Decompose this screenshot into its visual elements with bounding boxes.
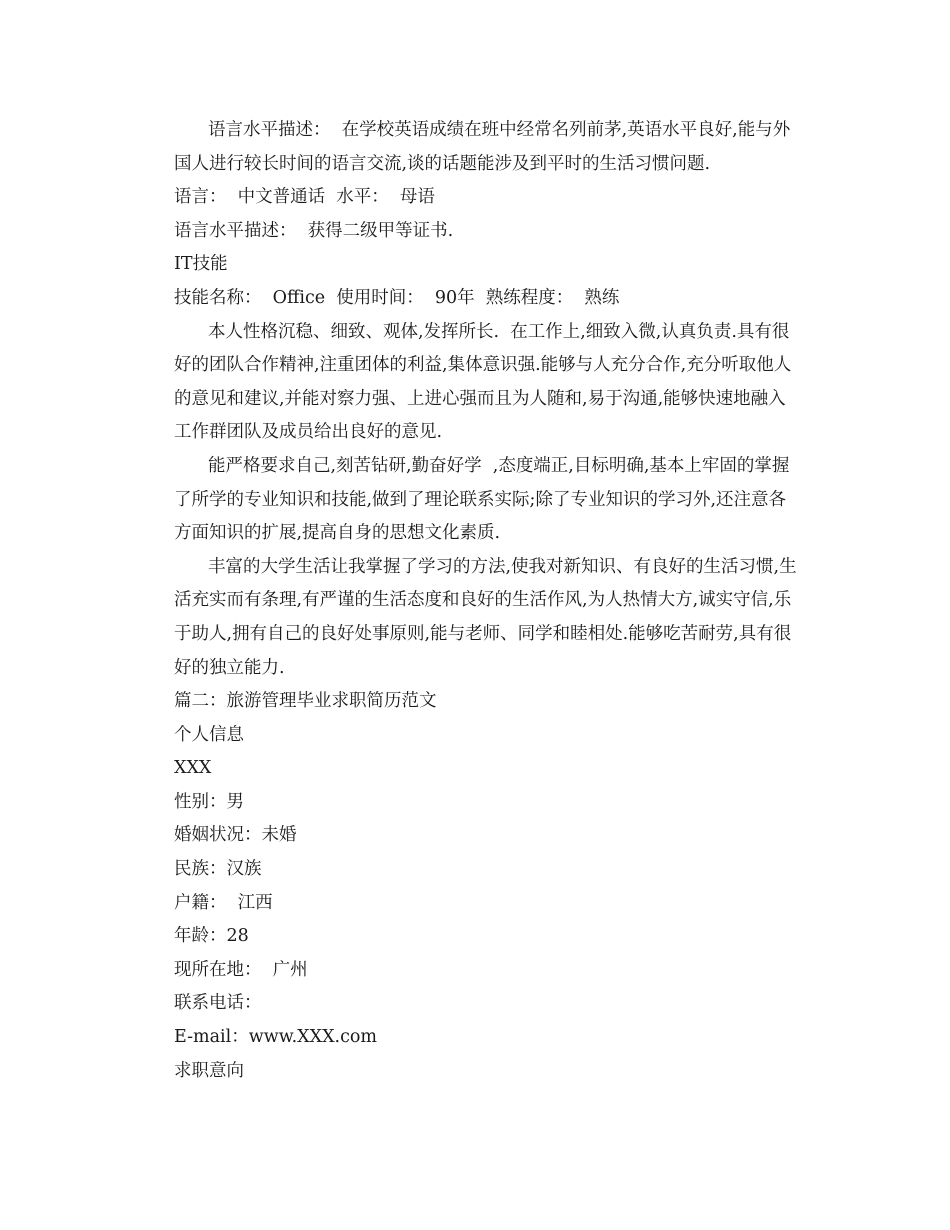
paragraph-line: 了所学的专业知识和技能,做到了理论联系实际;除了专业知识的学习外,还注意各 xyxy=(174,489,787,510)
paragraph-line: 好的独立能力. xyxy=(174,657,285,678)
phone-field: 联系电话： xyxy=(174,993,262,1014)
paragraph-line: 丰富的大学生活让我掌握了学习的方法,使我对新知识、有良好的生活习惯,生 xyxy=(208,556,797,577)
paragraph-line: 能严格要求自己,刻苦钻研,勤奋好学 ,态度端正,目标明确,基本上牢固的掌握 xyxy=(208,455,790,476)
paragraph-line: 方面知识的扩展,提高自身的思想文化素质. xyxy=(174,523,501,544)
university-life-paragraph xyxy=(140,551,816,685)
hukou-field: 户籍： 江西 xyxy=(174,892,273,913)
email-field: E-mail：www.XXX.com xyxy=(174,1027,378,1048)
personal-info-heading: 个人信息 xyxy=(174,724,244,745)
language-level-description: 语言水平描述： 获得二级甲等证书. xyxy=(174,220,454,241)
gender-field: 性别：男 xyxy=(174,791,244,812)
age-field: 年龄：28 xyxy=(174,926,249,947)
paragraph-line: 于助人,拥有自己的良好处事原则,能与老师、同学和睦相处.能够吃苦耐劳,具有很 xyxy=(174,623,792,644)
paragraph-line: 语言水平描述： 在学校英语成绩在班中经常名列前茅,英语水平良好,能与外 xyxy=(208,120,791,140)
paragraph-line: 的意见和建议,并能对察力强、上进心强而且为人随和,易于沟通,能够快速地融入 xyxy=(174,388,786,409)
language-description-paragraph xyxy=(140,114,816,181)
it-skills-heading: IT技能 xyxy=(174,254,228,275)
language-line: 语言： 中文普通话 水平： 母语 xyxy=(174,187,435,208)
location-field: 现所在地： 广州 xyxy=(174,959,308,980)
ethnicity-field: 民族：汉族 xyxy=(174,859,262,880)
paragraph-line: 本人性格沉稳、细致、观体,发挥所长. 在工作上,细致入微,认真负责.具有很 xyxy=(208,321,790,342)
paragraph-line: 工作群团队及成员给出良好的意见. xyxy=(174,422,443,443)
document-page xyxy=(140,114,816,1088)
name-field: XXX xyxy=(174,758,212,779)
marital-status-field: 婚姻状况：未婚 xyxy=(174,825,297,846)
skill-line: 技能名称： Office 使用时间： 90年 熟练程度： 熟练 xyxy=(174,287,620,308)
paragraph-line: 活充实而有条理,有严谨的生活态度和良好的生活作风,为人热情大方,诚实守信,乐 xyxy=(174,590,792,611)
self-discipline-paragraph xyxy=(140,450,816,551)
job-intent-heading: 求职意向 xyxy=(174,1060,244,1081)
paragraph-line: 好的团队合作精神,注重团体的利益,集体意识强.能够与人充分合作,充分听取他人 xyxy=(174,355,792,376)
personality-paragraph xyxy=(140,316,816,450)
paragraph-line: 国人进行较长时间的语言交流,谈的话题能涉及到平时的生活习惯问题. xyxy=(174,153,711,174)
section-title: 篇二：旅游管理毕业求职简历范文 xyxy=(174,691,437,712)
